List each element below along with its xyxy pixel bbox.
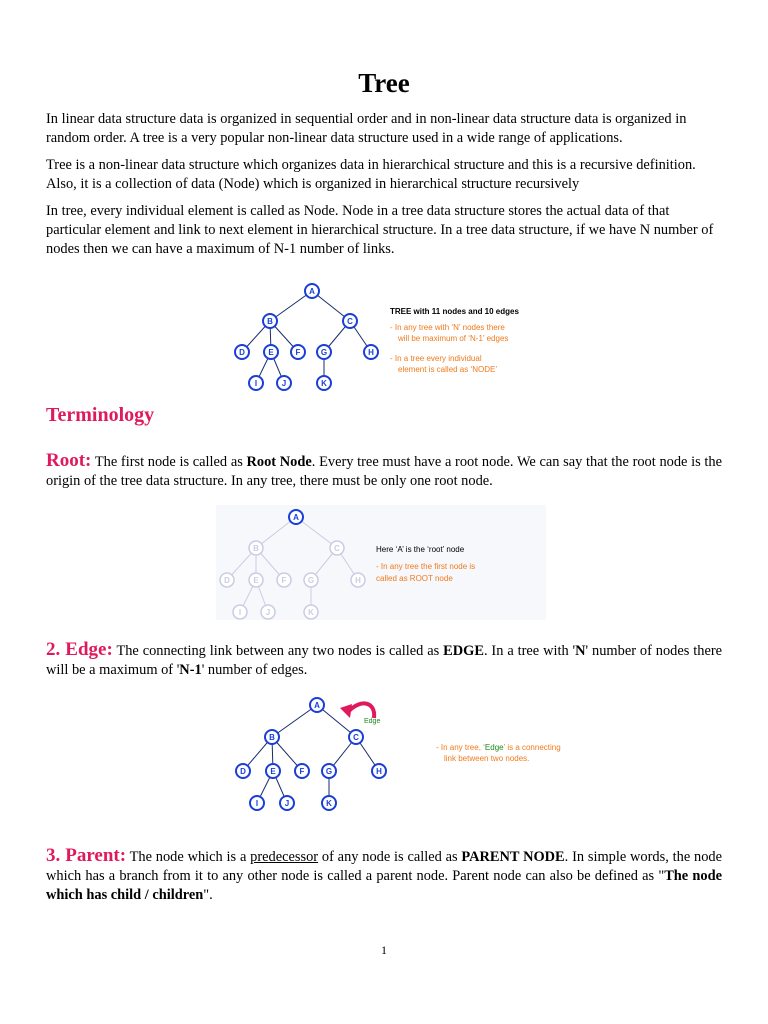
figure-1-note-2a: - In a tree every individual: [390, 354, 482, 363]
terminology-heading: Terminology: [46, 404, 155, 426]
tree-1-nodes: [235, 284, 378, 390]
parent-paragraph: 3. Parent: The node which is a predecessor of any node is called as PARENT NODE. In simple words, the node which has a branch from it to any other node is called a parent node. Parent node can also be defined as "The node which has child / children".: [46, 845, 722, 903]
node-label: J: [284, 799, 290, 808]
parent-lead: 3. Parent:: [46, 845, 127, 866]
node-label: I: [238, 608, 242, 617]
edge-label: Edge: [364, 718, 381, 725]
figure-1-caption: TREE with 11 nodes and 10 edges: [390, 307, 519, 316]
node-label: E: [270, 767, 276, 776]
tree-figure-3: [226, 692, 596, 817]
root-lead: Root:: [46, 450, 92, 471]
node-label: I: [254, 379, 258, 388]
node-label: D: [239, 348, 245, 357]
node-label: K: [321, 379, 327, 388]
figure-2-note-b: called as ROOT node: [376, 574, 453, 583]
node-label: G: [307, 576, 315, 585]
edge-arrow-head: [340, 704, 352, 718]
node-label: H: [368, 348, 374, 357]
figure-2-caption: Here ‘A’ is the ‘root’ node: [376, 545, 465, 554]
node-label: D: [224, 576, 230, 585]
node-label: A: [309, 287, 315, 296]
node-label: J: [265, 608, 271, 617]
node-label: J: [281, 379, 287, 388]
node-label: F: [295, 348, 301, 357]
node-label: I: [255, 799, 259, 808]
node-label: F: [281, 576, 287, 585]
page-title: Tree: [358, 68, 410, 98]
node-label: E: [268, 348, 274, 357]
node-label: K: [308, 608, 314, 617]
edge-lead: 2. Edge:: [46, 639, 113, 660]
node-label: G: [320, 348, 328, 357]
node-label: B: [253, 544, 259, 553]
node-label: B: [269, 733, 275, 742]
edge-paragraph: 2. Edge: The connecting link between any two nodes is called as EDGE. In a tree with 'N' number of nodes there will be a maximum of 'N-1' number of edges.: [46, 639, 723, 678]
intro-paragraph-3: In tree, every individual element is called as Node. Node in a tree data structure stores the actual data of that particular element and link to next element in hierarchical structure. In a tree data structure, if we have N number of nodes then we can have a maximum of N-1 number of links.: [46, 203, 714, 257]
figure-2-note-a: - In any tree the first node is: [376, 562, 476, 571]
tree-figure-1: [226, 280, 586, 400]
node-label: E: [253, 576, 259, 585]
figure-3-note-a: - In any tree, ‘Edge’ is a connecting: [436, 743, 561, 752]
figure-3-note-b: link between two nodes.: [444, 754, 530, 763]
node-label: C: [353, 733, 359, 742]
node-label: D: [240, 767, 246, 776]
page-number: 1: [381, 943, 387, 957]
node-label: H: [376, 767, 382, 776]
node-label: C: [334, 544, 340, 553]
node-label: K: [326, 799, 332, 808]
figure-1-note-1b: will be maximum of ‘N-1’ edges: [398, 334, 509, 343]
node-label: H: [355, 576, 361, 585]
intro-paragraph-1: In linear data structure data is organized in sequential order and in non-linear data structure data is organized in random order. A tree is a very popular non-linear data structure used in a wide range of applications.: [46, 111, 687, 146]
root-paragraph: Root: The first node is called as Root Node. Every tree must have a root node. We can say that the root node is the origin of the tree data structure. In any tree, there must be only one root node.: [46, 450, 723, 489]
intro-paragraph-2: Tree is a non-linear data structure which organizes data in hierarchical structure and this is a recursive definition. Also, it is a collection of data (Node) which is organized in hierarchical structure recursively: [46, 157, 696, 192]
node-label: A: [293, 513, 299, 522]
node-label: F: [299, 767, 305, 776]
edge-arrow-icon: [348, 703, 374, 718]
figure-1-note-1a: - In any tree with ‘N’ nodes there: [390, 323, 505, 332]
node-label: G: [325, 767, 333, 776]
figure-1-note-2b: element is called as ‘NODE’: [398, 365, 498, 374]
node-label: A: [314, 701, 320, 710]
node-label: C: [347, 317, 353, 326]
node-label: B: [267, 317, 273, 326]
tree-figure-2: [216, 505, 546, 625]
